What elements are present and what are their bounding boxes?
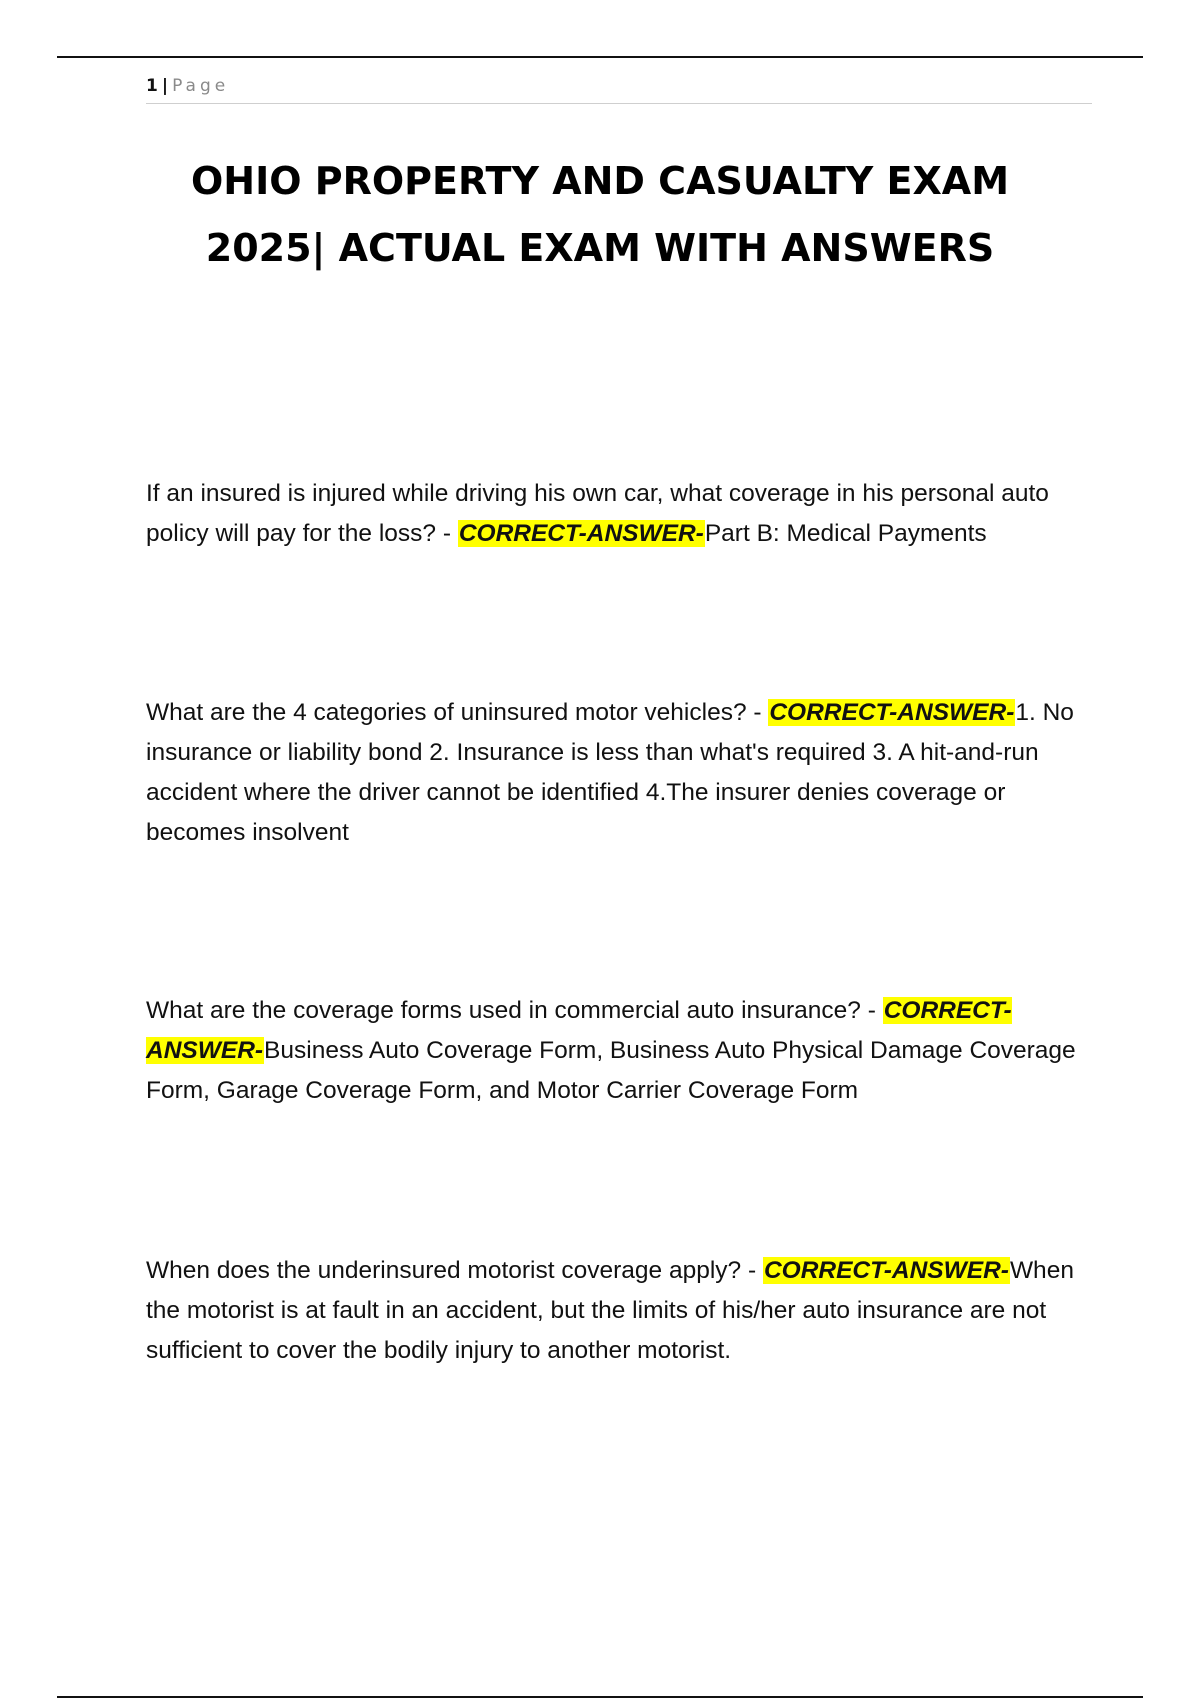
- answer-text: Business Auto Coverage Form, Business Auto Physical Damage Coverage Form, Garage Coverage Form, and Motor Carrier Coverage Form: [146, 1037, 1076, 1104]
- page-number: 1: [146, 76, 158, 96]
- qa-item: [146, 1251, 1096, 1371]
- answer-marker: CORRECT-ANSWER-: [458, 520, 704, 547]
- bottom-border-rule: [57, 1696, 1143, 1698]
- question-text: When does the underinsured motorist coverage apply? -: [146, 1257, 763, 1284]
- qa-item: [146, 474, 1096, 554]
- answer-marker: CORRECT-ANSWER-: [763, 1257, 1009, 1284]
- qa-item: [146, 991, 1096, 1111]
- answer-text: When the motorist is at fault in an accident, but the limits of his/her auto insurance are not sufficient to cover the bodily injury to another motorist.: [146, 1257, 1074, 1364]
- qa-item: [146, 693, 1096, 853]
- question-text: If an insured is injured while driving his own car, what coverage in his personal auto policy will pay for the loss? -: [146, 480, 1049, 547]
- top-border-rule: [57, 56, 1143, 58]
- page-header: [146, 74, 1092, 104]
- question-text: What are the coverage forms used in commercial auto insurance? -: [146, 997, 883, 1024]
- document-title: [100, 148, 1100, 282]
- title-line-2: 2025| ACTUAL EXAM WITH ANSWERS: [205, 226, 995, 270]
- answer-marker: CORRECT-ANSWER-: [146, 997, 1012, 1064]
- page-label: Page: [172, 76, 230, 96]
- title-line-1: OHIO PROPERTY AND CASUALTY EXAM: [190, 159, 1010, 203]
- answer-marker: CORRECT-ANSWER-: [769, 699, 1015, 726]
- page-separator: |: [161, 76, 169, 96]
- question-text: What are the 4 categories of uninsured motor vehicles? -: [146, 699, 769, 726]
- answer-text: 1. No insurance or liability bond 2. Insurance is less than what's required 3. A hit-and-run accident where the driver cannot be identified 4.The insurer denies coverage or becomes insolvent: [146, 699, 1074, 846]
- answer-text: Part B: Medical Payments: [704, 520, 987, 547]
